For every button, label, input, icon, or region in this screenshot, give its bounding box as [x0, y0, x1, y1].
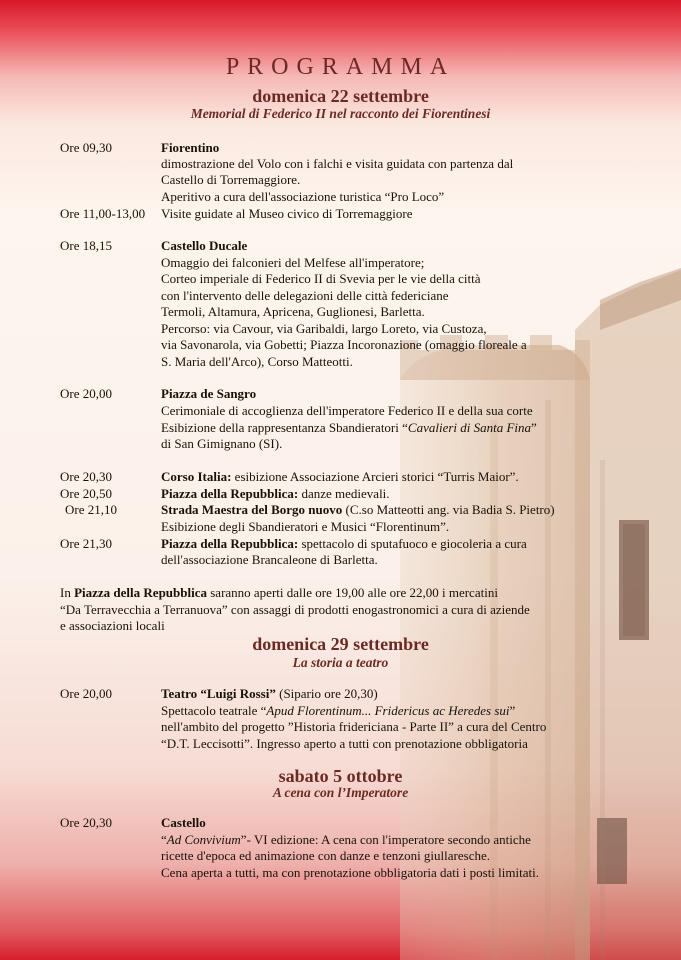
- event-text: Omaggio dei falconieri del Melfese all'imperatore;: [161, 255, 425, 270]
- event-text: Cena aperta a tutti, ma con prenotazione obbligatoria dati i posti limitati.: [161, 865, 539, 880]
- event-time: Ore 18,15: [60, 238, 112, 253]
- event-text: di San Gimignano (SI).: [161, 436, 283, 451]
- event-text: dimostrazione del Volo con i falchi e visita guidata con partenza dal: [161, 156, 514, 171]
- text-part: (C.so Matteotti ang. via Badia S. Pietro): [342, 502, 555, 517]
- text-part: (Sipario ore 20,30): [275, 686, 378, 701]
- event-text: [161, 469, 519, 485]
- event-place: Castello: [161, 815, 206, 830]
- event-time: Ore 09,30: [60, 140, 112, 155]
- play-title: Apud Florentinum... Fridericus ac Heredes sui: [266, 703, 510, 718]
- event-time: Ore 21,10: [65, 502, 117, 517]
- text-part: saranno aperti dalle ore 19,00 alle ore 22,00 i mercatini: [206, 585, 498, 600]
- event-text: [161, 686, 378, 702]
- text-part: Spettacolo teatrale “: [161, 703, 267, 718]
- event-text: dell'associazione Brancaleone di Barletta.: [161, 552, 378, 567]
- event-place: Piazza della Repubblica:: [161, 536, 299, 551]
- event-time: Ore 20,30: [60, 815, 112, 830]
- text-part: spettacolo di sputafuoco e giocoleria a cura: [298, 536, 527, 551]
- event-text: ricette d'epoca ed animazione con danze e tenzoni giullaresche.: [161, 848, 490, 863]
- event-place: Piazza della Repubblica:: [161, 486, 299, 501]
- event-place: Corso Italia:: [161, 469, 232, 484]
- event-time: Ore 11,00-13,00: [60, 206, 146, 221]
- event-text: S. Maria dell'Arco), Corso Matteotti.: [161, 354, 353, 369]
- market-note: [60, 585, 498, 601]
- text-part: ”- VI edizione: A cena con l'imperatore secondo antiche: [240, 832, 531, 847]
- event-text: Cerimoniale di accoglienza dell'imperatore Federico II e della sua corte: [161, 403, 533, 418]
- day1-date: domenica 22 settembre: [252, 86, 429, 106]
- text-part: “: [161, 832, 167, 847]
- event-place: Fiorentino: [161, 140, 220, 155]
- text-part: In: [60, 585, 75, 600]
- event-time: Ore 20,00: [60, 686, 112, 701]
- event-place: Castello Ducale: [161, 238, 248, 253]
- day2-date: domenica 29 settembre: [252, 634, 429, 654]
- event-text: Castello di Torremaggiore.: [161, 172, 301, 187]
- event-time: Ore 20,30: [60, 469, 112, 484]
- text-part: ”: [531, 420, 537, 435]
- note-place: Piazza della Repubblica: [74, 585, 207, 600]
- event-text: nell'ambito del progetto ”Historia fridericiana - Parte II” a cura del Centro: [161, 719, 547, 734]
- event-text: Termoli, Altamura, Apricena, Guglionesi, Barletta.: [161, 304, 425, 319]
- day3-date: sabato 5 ottobre: [278, 766, 403, 786]
- event-text: [161, 536, 527, 552]
- event-text: Aperitivo a cura dell'associazione turistica “Pro Loco”: [161, 189, 445, 204]
- event-text: [161, 420, 537, 436]
- text-part: Esibizione della rappresentanza Sbandieratori “: [161, 420, 408, 435]
- market-note: e associazioni locali: [60, 618, 165, 633]
- text-part: ”: [509, 703, 516, 718]
- event-time: Ore 20,00: [60, 386, 112, 401]
- event-text: Percorso: via Cavour, via Garibaldi, largo Loreto, via Custoza,: [161, 321, 487, 336]
- day3-subtitle: A cena con l’Imperatore: [272, 785, 409, 800]
- market-note: “Da Terravecchia a Terranuova” con assaggi di prodotti enogastronomici a cura di aziende: [60, 602, 530, 617]
- event-place: Piazza de Sangro: [161, 386, 257, 401]
- program-title: PROGRAMMA: [225, 54, 456, 80]
- dinner-title: Ad Convivium: [166, 832, 241, 847]
- event-text: [161, 832, 531, 848]
- text-part: esibizione Associazione Arcieri storici “Turris Maior”.: [231, 469, 519, 484]
- text-part: danze medievali.: [298, 486, 390, 501]
- event-place: Teatro “Luigi Rossi”: [161, 686, 276, 701]
- event-place: Strada Maestra del Borgo nuovo: [161, 502, 343, 517]
- event-text: “D.T. Leccisotti”. Ingresso aperto a tutti con prenotazione obbligatoria: [161, 736, 528, 751]
- event-text: Corteo imperiale di Federico II di Svevia per le vie della città: [161, 271, 481, 286]
- event-text: Visite guidate al Museo civico di Torremaggiore: [161, 206, 413, 221]
- troupe-name: Cavalieri di Santa Fina: [407, 420, 532, 435]
- event-time: Ore 21,30: [60, 536, 112, 551]
- event-text: [161, 703, 515, 719]
- day1-subtitle: Memorial di Federico II nel racconto dei Fiorentinesi: [190, 106, 491, 121]
- event-text: via Savonarola, via Gobetti; Piazza Incoronazione (omaggio floreale a: [161, 337, 527, 352]
- event-text: con l'intervento delle delegazioni delle città federiciane: [161, 288, 449, 303]
- event-time: Ore 20,50: [60, 486, 112, 501]
- event-text: Esibizione degli Sbandieratori e Musici “Florentinum”.: [161, 519, 450, 534]
- event-text: [161, 502, 555, 518]
- event-text: [161, 486, 390, 502]
- day2-subtitle: La storia a teatro: [292, 655, 389, 670]
